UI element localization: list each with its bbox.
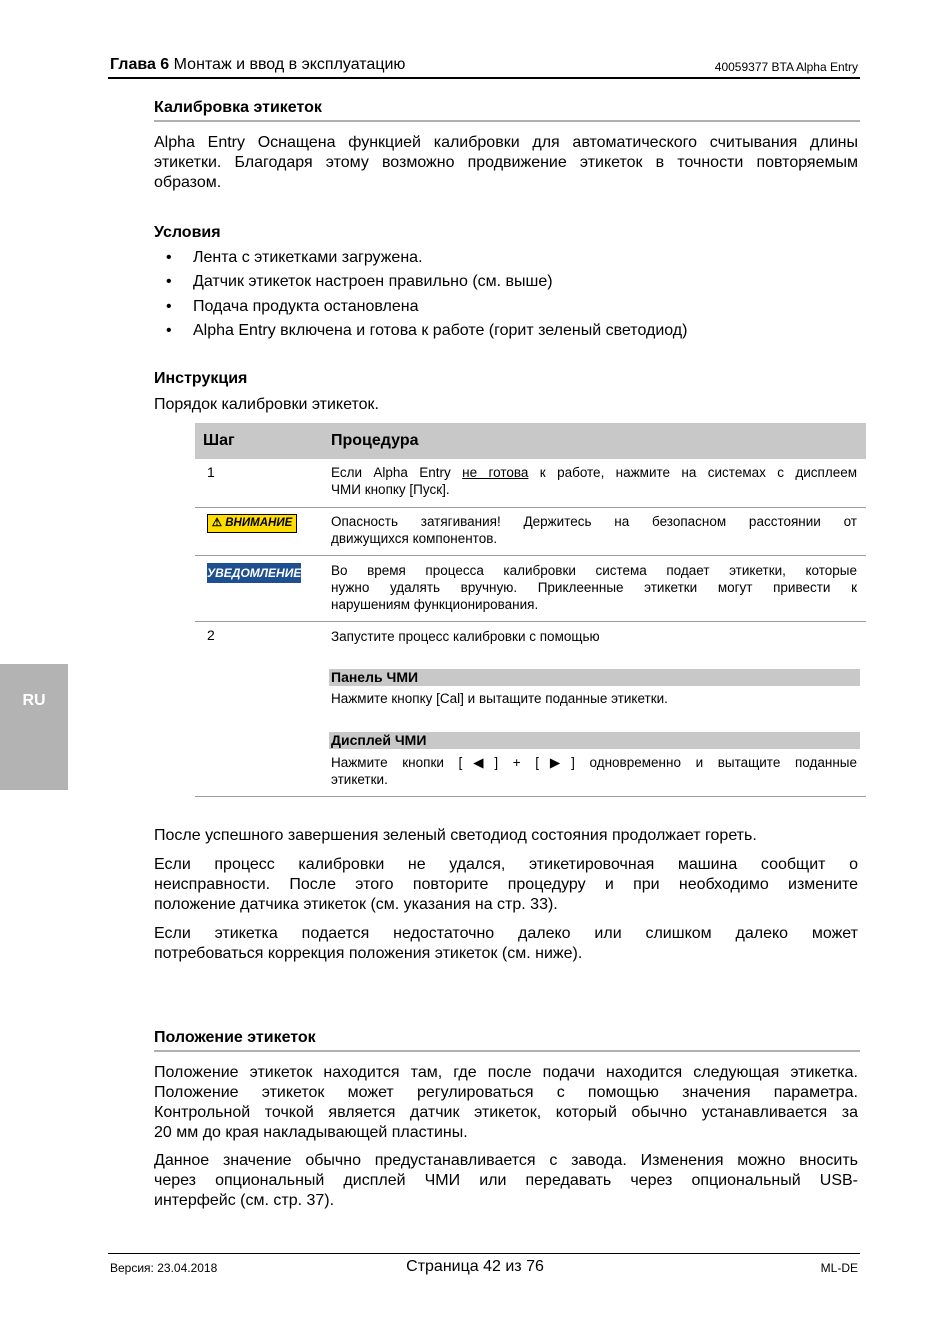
footer-code: ML-DE [820, 1261, 858, 1275]
warning-text [331, 513, 857, 547]
language-tab-label: RU [22, 692, 46, 709]
after-paragraph-2 [154, 855, 858, 915]
step-2-intro: Запустите процесс калибровки с помощью [331, 629, 600, 644]
warning-icon: ⚠ [211, 517, 223, 529]
calibration-intro [154, 133, 858, 193]
paragraph-line: потребоваться коррекция положения этикеток (см. ниже). [154, 945, 583, 962]
notice-line: нарушениям функционирования. [331, 597, 539, 612]
condition-item: • Датчик этикеток настроен правильно (см. выше) [166, 273, 553, 290]
row-divider [195, 507, 866, 508]
chapter-title: Монтаж и ввод в эксплуатацию [173, 56, 406, 73]
step-1-line: ЧМИ кнопку [Пуск]. [331, 482, 450, 497]
row-divider [195, 621, 866, 622]
paragraph-line: интерфейс (см. стр. 37). [154, 1192, 335, 1209]
step-1-text [331, 464, 857, 498]
warning-badge-label: ВНИМАНИЕ [225, 517, 293, 529]
not-ready-text: не готова [462, 465, 529, 480]
condition-text: Alpha Entry включена и готова к работе (горит зеленый светодиод) [193, 322, 688, 339]
panel-text: Нажмите кнопку [Cal] и вытащите поданные этикетки. [331, 691, 668, 706]
intro-line: этикетки. Благодаря этому возможно продвижение этикеток в точности повторяемым [154, 154, 858, 171]
intro-line: образом. [154, 174, 222, 191]
display-line: Нажмите кнопки [◀] + [▶] одновременно и вытащите поданные [331, 755, 857, 770]
paragraph-line: Контрольной точкой является датчик этикеток, который обычно устанавливается за [154, 1104, 858, 1121]
after-paragraph-1: После успешного завершения зеленый светодиод состояния продолжает гореть. [154, 827, 757, 844]
paragraph-line: Если этикетка подается недостаточно далеко или слишком далеко может [154, 925, 858, 942]
notice-badge: УВЕДОМЛЕНИЕ [207, 563, 301, 583]
header-rule [108, 77, 860, 79]
header-chapter [110, 56, 405, 74]
paragraph-line: 20 мм до края накладывающей пластины. [154, 1124, 468, 1141]
step-number: 2 [207, 627, 215, 643]
paragraph-line: Положение этикеток находится там, где после подачи находится следующая этикетка. [154, 1064, 858, 1081]
intro-line: Alpha Entry Оснащена функцией калибровки для автоматического считывания длины [154, 134, 858, 151]
paragraph-line: положение датчика этикеток (см. указания на стр. 33). [154, 896, 558, 913]
calibration-heading: Калибровка этикеток [154, 99, 860, 122]
conditions-heading: Условия [154, 224, 221, 241]
display-text [331, 754, 857, 788]
footer-rule [108, 1253, 860, 1254]
warning-line: Опасность затягивания! Держитесь на безопасном расстоянии от [331, 514, 857, 529]
paragraph-line: Положение этикеток может регулироваться с помощью значения параметра. [154, 1084, 858, 1101]
paragraph-line: Данное значение обычно предустанавливается с завода. Изменения можно вносить [154, 1152, 858, 1169]
notice-text [331, 562, 857, 613]
instruction-text: Порядок калибровки этикеток. [154, 396, 379, 413]
language-tab [0, 664, 68, 790]
after-paragraph-3 [154, 924, 858, 964]
display-heading: Дисплей ЧМИ [329, 732, 860, 749]
step-1-line [331, 464, 857, 481]
condition-item: • Лента с этикетками загружена. [166, 249, 423, 266]
position-paragraph-2 [154, 1151, 858, 1211]
row-divider [195, 555, 866, 556]
condition-item: • Подача продукта остановлена [166, 298, 419, 315]
warning-line: движущихся компонентов. [331, 531, 498, 546]
row-divider [195, 796, 866, 797]
position-heading: Положение этикеток [154, 1029, 860, 1052]
footer-version: Версия: 23.04.2018 [110, 1261, 218, 1275]
instruction-heading: Инструкция [154, 370, 248, 387]
panel-heading: Панель ЧМИ [329, 669, 860, 686]
paragraph-line: через опциональный дисплей ЧМИ или передавать через опциональный USB- [154, 1172, 858, 1189]
header-doc-id: 40059377 BTA Alpha Entry [714, 60, 858, 74]
column-step: Шаг [203, 432, 235, 449]
position-paragraph-1 [154, 1063, 858, 1143]
text-span: Если Alpha Entry [331, 465, 463, 480]
column-procedure: Процедура [331, 432, 419, 449]
warning-badge [207, 514, 297, 533]
text-span: к работе, нажмите на системах с дисплеем [528, 465, 858, 480]
condition-text: Датчик этикеток настроен правильно (см. выше) [193, 273, 553, 290]
step-number: 1 [207, 464, 215, 480]
paragraph-line: неисправности. После этого повторите процедуру и при необходимо измените [154, 876, 858, 893]
footer-page-number: Страница 42 из 76 [406, 1258, 544, 1275]
display-line: этикетки. [331, 772, 388, 787]
chapter-label: Глава 6 [110, 56, 170, 73]
paragraph-line: Если процесс калибровки не удался, этикетировочная машина сообщит о [154, 856, 858, 873]
condition-text: Лента с этикетками загружена. [193, 249, 423, 266]
notice-line: нужно удалять вручную. Приклеенные этикетки могут привести к [331, 580, 857, 595]
condition-item: • Alpha Entry включена и готова к работе (горит зеленый светодиод) [166, 322, 688, 339]
table-header [195, 423, 866, 459]
condition-text: Подача продукта остановлена [193, 298, 419, 315]
notice-line: Во время процесса калибровки система подает этикетки, которые [331, 563, 857, 578]
